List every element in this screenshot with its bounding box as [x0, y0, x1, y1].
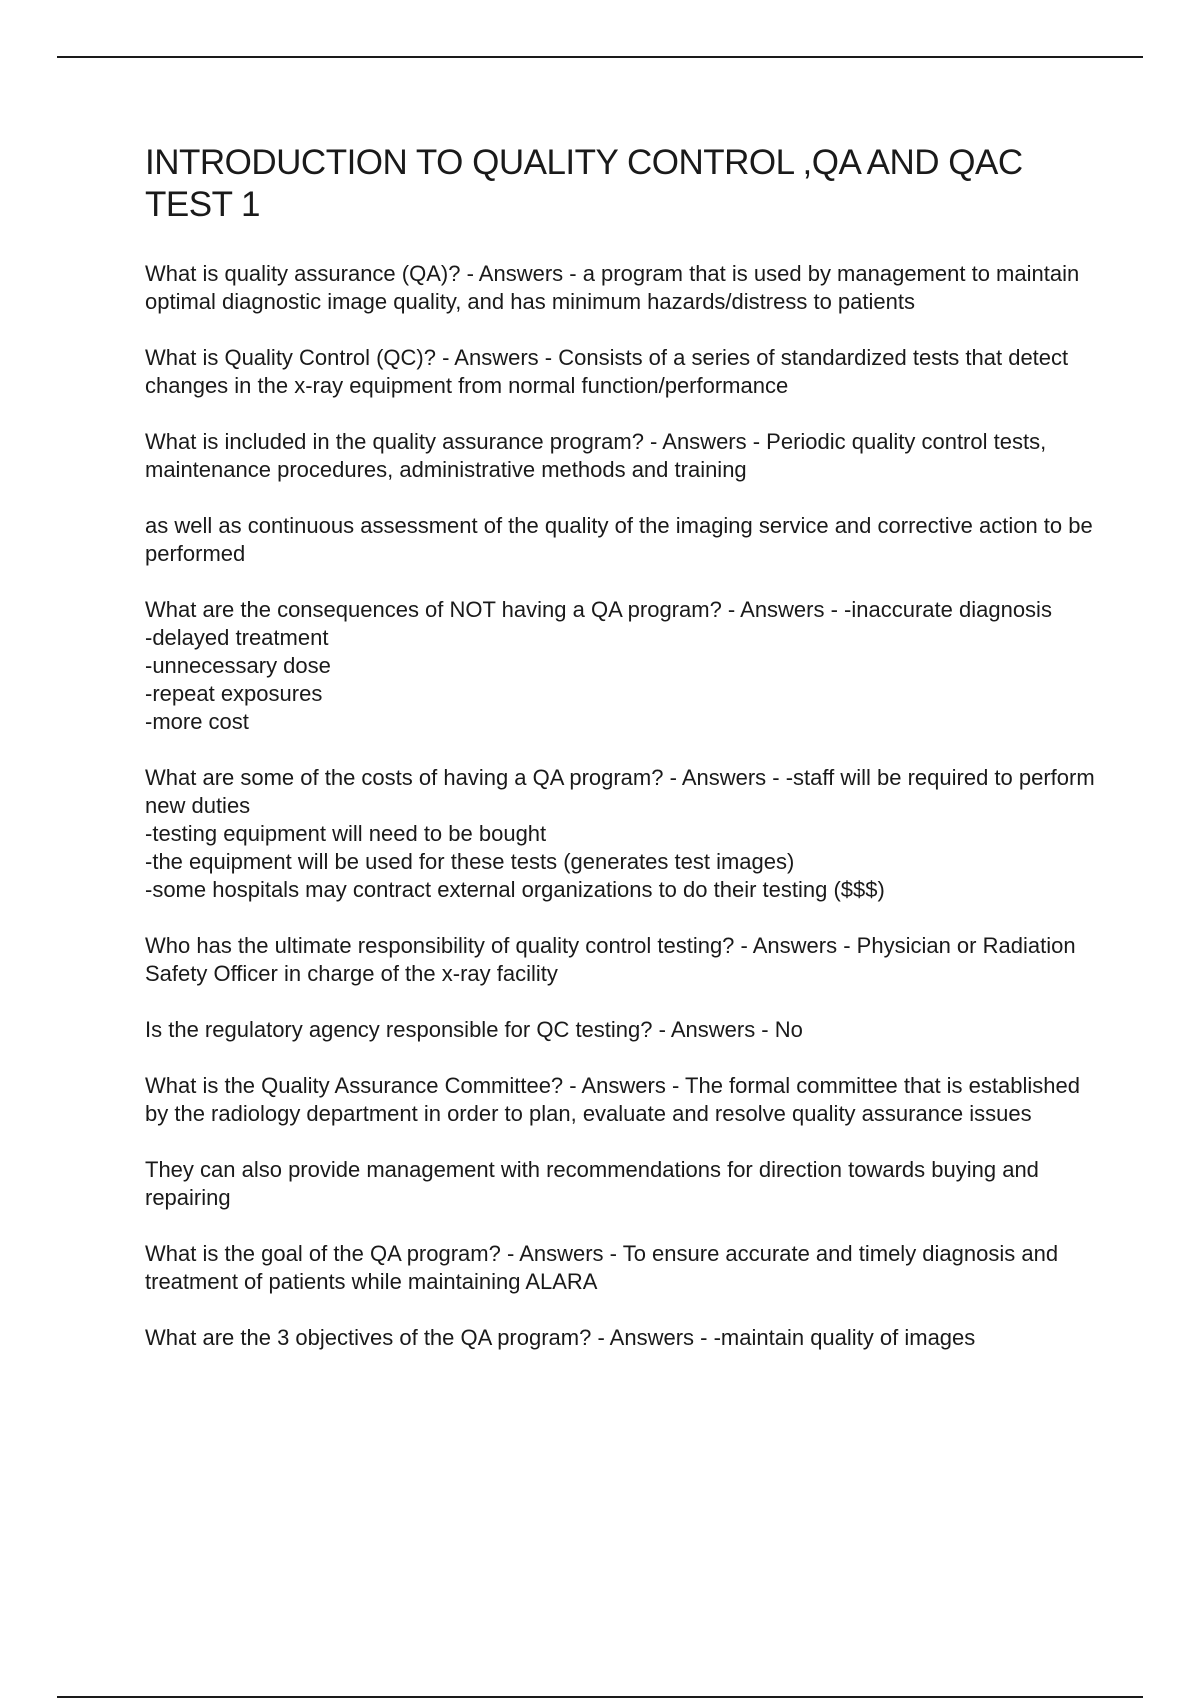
top-rule [57, 56, 1143, 58]
qa-paragraph: as well as continuous assessment of the quality of the imaging service and corrective action to be performed [145, 513, 1093, 566]
qa-paragraph: What are the 3 objectives of the QA program? - Answers - -maintain quality of images [145, 1325, 976, 1350]
qa-paragraph: Is the regulatory agency responsible for QC testing? - Answers - No [145, 1017, 803, 1042]
qa-paragraph: They can also provide management with recommendations for direction towards buying and repairing [145, 1157, 1039, 1210]
qa-paragraph: What is the goal of the QA program? - Answers - To ensure accurate and timely diagnosis and treatment of patients while maintaining ALARA [145, 1241, 1059, 1294]
bottom-rule [57, 1696, 1143, 1698]
qa-paragraph: Who has the ultimate responsibility of quality control testing? - Answers - Physician or Radiation Safety Officer in charge of the x-ray facility [145, 933, 1076, 986]
qa-paragraph: What is included in the quality assurance program? - Answers - Periodic quality control tests, maintenance procedures, administrative methods and training [145, 429, 1047, 482]
document-body [145, 142, 1095, 1380]
qa-paragraph: What are the consequences of NOT having a QA program? - Answers - -inaccurate diagnosis -delayed treatment -unnecessary dose -repeat exposures -more cost [145, 597, 1052, 734]
qa-paragraph: What is Quality Control (QC)? - Answers - Consists of a series of standardized tests that detect changes in the x-ray equipment from normal function/performance [145, 345, 1069, 398]
qa-paragraph: What is quality assurance (QA)? - Answers - a program that is used by management to maintain optimal diagnostic image quality, and has minimum hazards/distress to patients [145, 261, 1080, 314]
qa-paragraph: What are some of the costs of having a QA program? - Answers - -staff will be required to perform new duties -testing equipment will need to be bought -the equipment will be used for these tests (generates test images) -some hospitals may contract external organizations to do their testing ($$$) [145, 765, 1095, 902]
qa-paragraph: What is the Quality Assurance Committee? - Answers - The formal committee that is established by the radiology department in order to plan, evaluate and resolve quality assurance issues [145, 1073, 1080, 1126]
document-title: INTRODUCTION TO QUALITY CONTROL ,QA AND QAC TEST 1 [145, 143, 1023, 224]
